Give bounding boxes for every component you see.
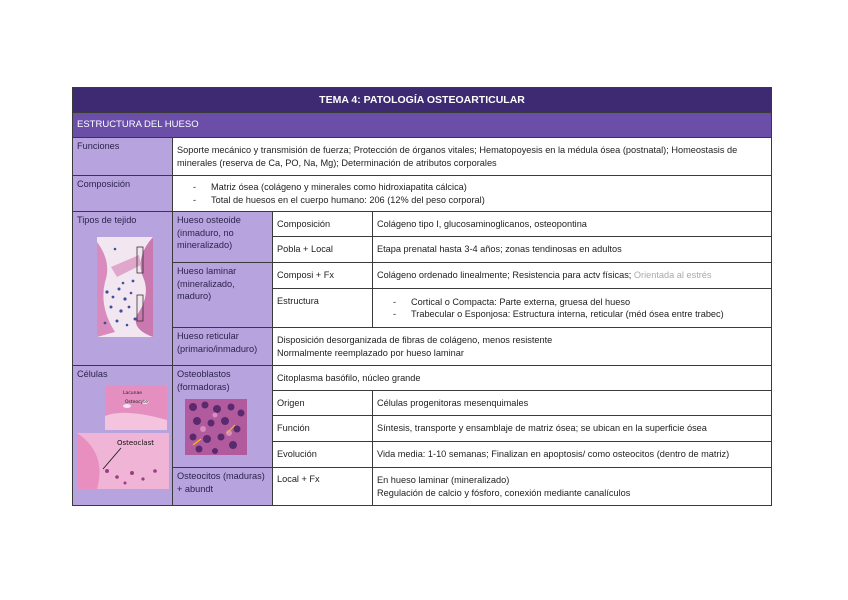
- list-item: - Total de huesos en el cuerpo humano: 206 (12% del peso corporal): [193, 194, 767, 207]
- funcion-text: Síntesis, transporte y ensamblaje de matriz ósea; se ubican en la superficie ósea: [373, 416, 772, 442]
- list-item: - Matriz ósea (colágeno y minerales como hidroxiapatita cálcica): [193, 181, 767, 194]
- laminar-composi-row: [73, 263, 772, 289]
- bone-tissue-micrograph: [97, 237, 153, 337]
- origen-text: Células progenitoras mesenquimales: [373, 391, 772, 416]
- osteoide-composicion-label: Composición: [273, 212, 373, 237]
- tipos-label: Tipos de tejido: [77, 215, 137, 225]
- laminar-composi-label: Composi + Fx: [273, 263, 373, 289]
- osteocyte-micrograph: [105, 386, 167, 430]
- laminar-estructura-content: [373, 289, 772, 328]
- section-heading: ESTRUCTURA DEL HUESO: [73, 113, 772, 138]
- funcion-label: Función: [273, 416, 373, 442]
- funciones-label: Funciones: [73, 138, 173, 176]
- lacunae-label: Lacunae: [123, 390, 142, 396]
- osteoblastos-label-cell: [173, 366, 273, 468]
- evolucion-text: Vida media: 1-10 semanas; Finalizan en apoptosis/ como osteocitos (dentro de matriz): [373, 442, 772, 468]
- osteoclast-micrograph: [77, 433, 169, 489]
- osteoblastos-label: Osteoblastos (formadoras): [177, 369, 231, 392]
- osteocitos-label: Osteocitos (maduras) + abundt: [173, 468, 273, 506]
- reticular-row: [73, 328, 772, 366]
- title-row: [73, 88, 772, 113]
- estructura-list: [377, 296, 767, 321]
- laminar-composi-text: Colágeno ordenado linealmente; Resistencia para actv físicas; Orientada al estrés: [373, 263, 772, 289]
- tipos-label-cell: [73, 212, 173, 366]
- osteoide-pobla-label: Pobla + Local: [273, 237, 373, 263]
- document-sheet: [72, 87, 771, 506]
- evolucion-label: Evolución: [273, 442, 373, 468]
- page-title: TEMA 4: PATOLOGÍA OSTEOARTICULAR: [73, 88, 772, 113]
- muted-note: Orientada al estrés: [633, 270, 712, 281]
- section-row: [73, 113, 772, 138]
- osteocitos-local-label: Local + Fx: [273, 468, 373, 506]
- composicion-row: [73, 176, 772, 212]
- osteoblastos-desc-row: [73, 366, 772, 391]
- celulas-label: Células: [77, 369, 108, 379]
- osteoblast-micrograph: [185, 399, 247, 455]
- reticular-line: Disposición desorganizada de fibras de colágeno, menos resistente: [277, 335, 553, 345]
- osteoide-pobla-text: Etapa prenatal hasta 3-4 años; zonas tendinosas en adultos: [373, 237, 772, 263]
- bone-structure-table: [72, 87, 772, 506]
- osteoblastos-descripcion: Citoplasma basófilo, núcleo grande: [273, 366, 772, 391]
- osteocitos-line: Regulación de calcio y fósforo, conexión mediante canalículos: [377, 487, 631, 498]
- osteocitos-row: [73, 468, 772, 506]
- origen-label: Origen: [273, 391, 373, 416]
- osteocyte-label: Osteocyte: [125, 399, 148, 405]
- osteoide-composicion-text: Colágeno tipo I, glucosaminoglicanos, osteopontina: [373, 212, 772, 237]
- funciones-text: Soporte mecánico y transmisión de fuerza; Protección de órganos vitales; Hematopoyesis en la médula ósea (postnatal); Homeostasis de minerales (reserva de Ca, PO, Na, Mg); Determinación de atributos corporales: [173, 138, 772, 176]
- osteoclast-label: Osteoclast: [117, 438, 154, 447]
- hueso-osteoide-label: Hueso osteoide (inmaduro, no mineralizado): [173, 212, 273, 263]
- osteocitos-line: En hueso laminar (mineralizado): [377, 475, 510, 485]
- reticular-content: [273, 328, 772, 366]
- celulas-label-cell: [73, 366, 173, 506]
- osteoide-composicion-row: [73, 212, 772, 237]
- composicion-list: [177, 181, 767, 206]
- laminar-estructura-label: Estructura: [273, 289, 373, 328]
- hueso-laminar-label: Hueso laminar (mineralizado, maduro): [173, 263, 273, 328]
- list-item: - Cortical o Compacta: Parte externa, gruesa del hueso: [393, 296, 767, 309]
- reticular-line: Normalmente reemplazado por hueso laminar: [277, 347, 464, 358]
- composicion-content: [173, 176, 772, 212]
- osteocitos-content: [373, 468, 772, 506]
- composicion-label: Composición: [73, 176, 173, 212]
- hueso-reticular-label: Hueso reticular (primario/inmaduro): [173, 328, 273, 366]
- list-item: - Trabecular o Esponjosa: Estructura interna, reticular (méd ósea entre trabec): [393, 308, 767, 321]
- funciones-row: [73, 138, 772, 176]
